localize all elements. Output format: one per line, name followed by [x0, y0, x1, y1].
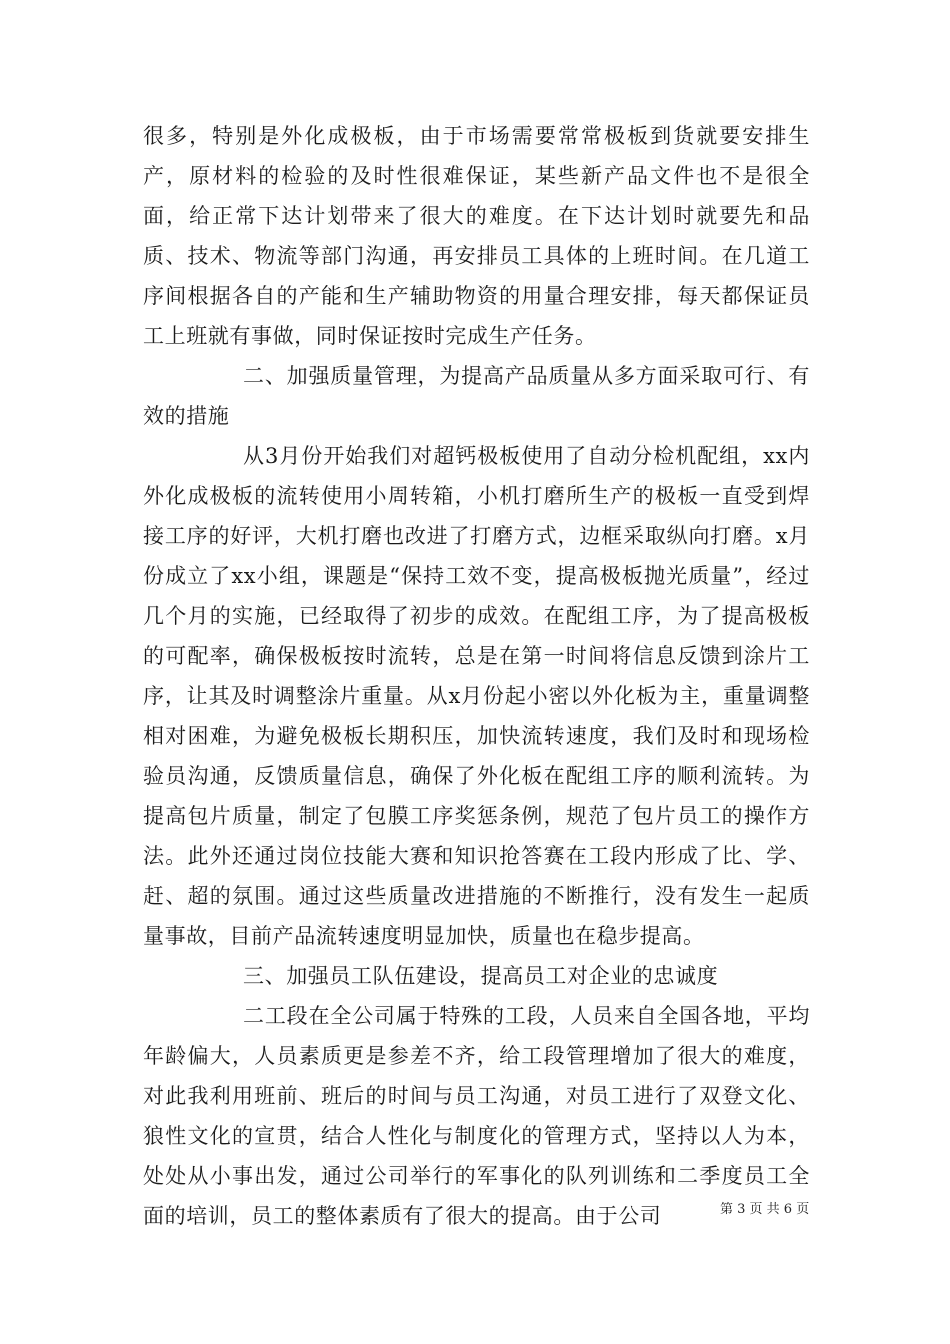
page-number-footer: 第 3 页 共 6 页	[720, 1202, 810, 1217]
document-body	[143, 116, 810, 1236]
paragraph-continuation: 很多，特别是外化成极板，由于市场需要常常极板到货就要安排生产，原材料的检验的及时性很难保证，某些新产品文件也不是很全面，给正常下达计划带来了很大的难度。在下达计划时就要先和品质、技术、物流等部门沟通，再安排员工具体的上班时间。在几道工序间根据各自的产能和生产辅助物资的用量合理安排，每天都保证员工上班就有事做，同时保证按时完成生产任务。	[143, 124, 810, 348]
paragraph-quality: 从3月份开始我们对超钙极板使用了自动分检机配组，xx内外化成极板的流转使用小周转箱，小机打磨所生产的极板一直受到焊接工序的好评，大机打磨也改进了打磨方式，边框采取纵向打磨。x月份成立了xx小组，课题是“保持工效不变，提高极板抛光质量”，经过几个月的实施，已经取得了初步的成效。在配组工序，为了提高极板的可配率，确保极板按时流转，总是在第一时间将信息反馈到涂片工序，让其及时调整涂片重量。从x月份起小密以外化板为主，重量调整相对困难，为避免极板长期积压，加快流转速度，我们及时和现场检验员沟通，反馈质量信息，确保了外化板在配组工序的顺利流转。为提高包片质量，制定了包膜工序奖惩条例，规范了包片员工的操作方法。此外还通过岗位技能大赛和知识抢答赛在工段内形成了比、学、赶、超的氛围。通过这些质量改进措施的不断推行，没有发生一起质量事故，目前产品流转速度明显加快，质量也在稳步提高。	[143, 444, 810, 948]
section-heading-staff: 三、加强员工队伍建设，提高员工对企业的忠诚度	[243, 964, 719, 988]
section-heading-quality: 二、加强质量管理，为提高产品质量从多方面采取可行、有效的措施	[143, 364, 810, 428]
paragraph-staff: 二工段在全公司属于特殊的工段，人员来自全国各地，平均年龄偏大，人员素质更是参差不齐，给工段管理增加了很大的难度，对此我利用班前、班后的时间与员工沟通，对员工进行了双登文化、狼性文化的宣贯，结合人性化与制度化的管理方式，坚持以人为本，处处从小事出发，通过公司举行的军事化的队列训练和二季度员工全面的培训，员工的整体素质有了很大的提高。由于公司	[143, 1004, 810, 1228]
